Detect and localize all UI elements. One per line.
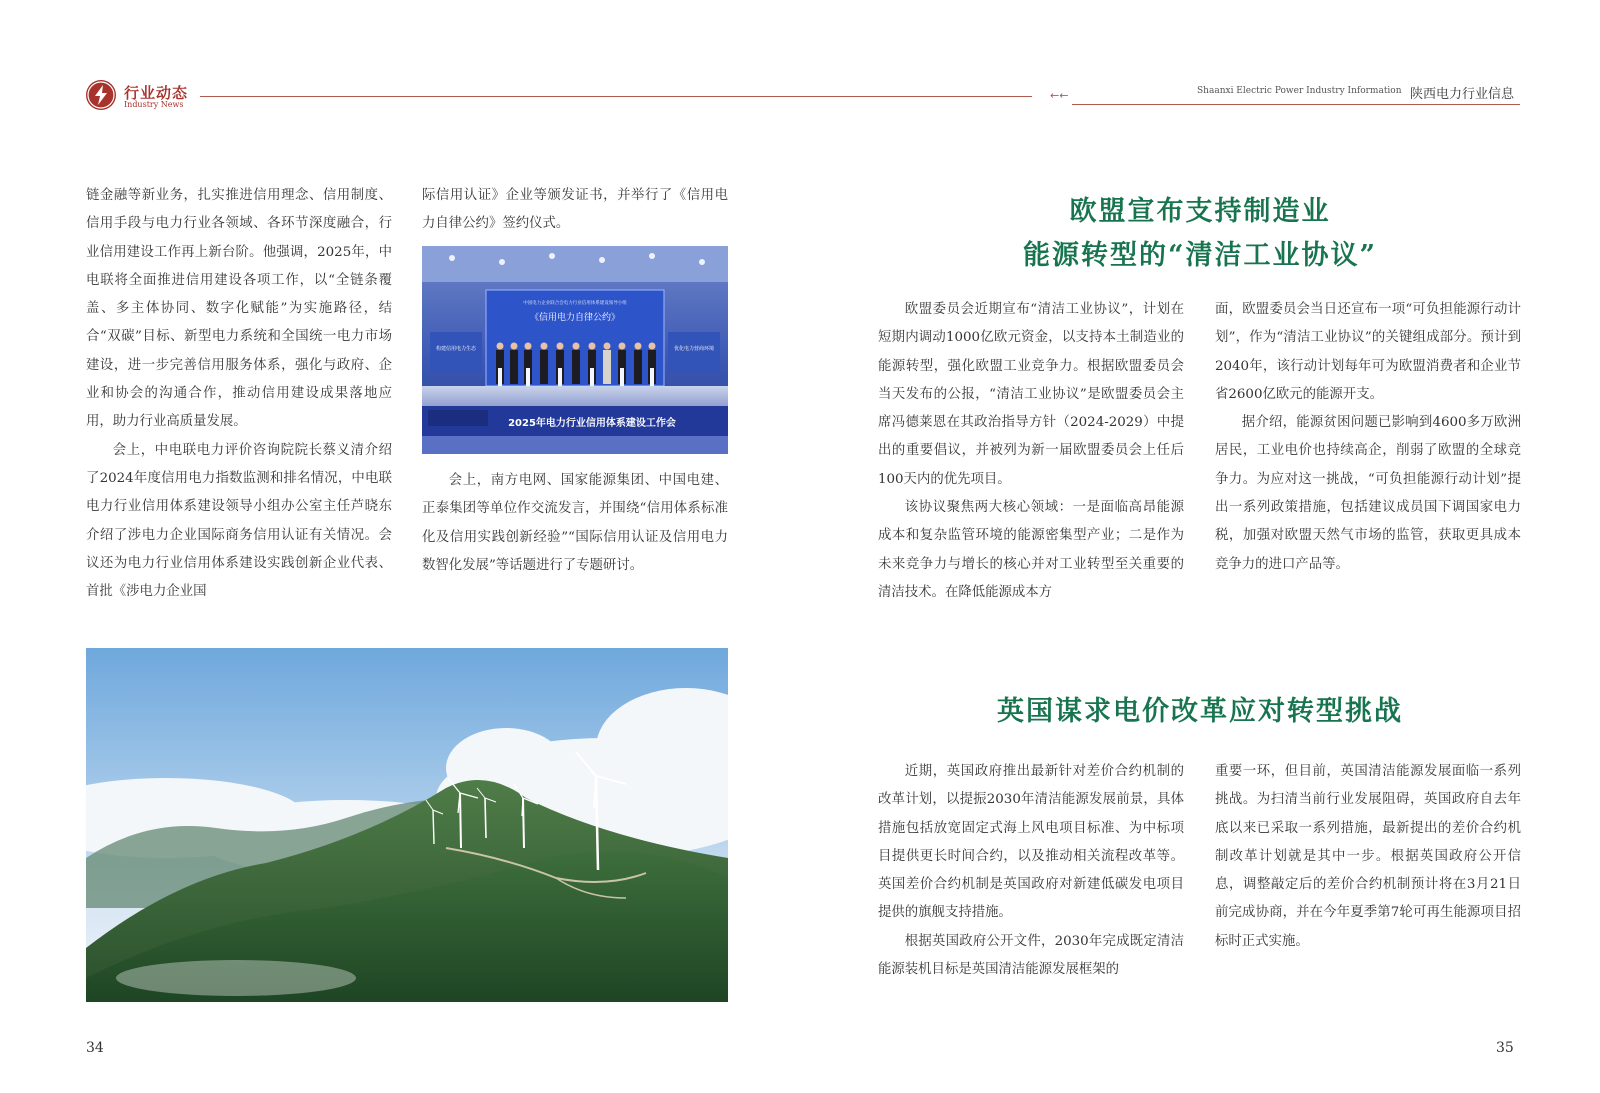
paragraph: 重要一环，但目前，英国清洁能源发展面临一系列挑战。为扫清当前行业发展阻碍，英国政府自去年底以来已采取一系列措施，最新提出的差价合约机制改革计划就是其中一步。根据英国政府公开信息，调整敲定后的差价合约机制预计将在3月21日前完成协商，并在今年夏季第7轮可再生能源项目招标时正式实施。 <box>1215 764 1521 949</box>
paragraph: 际信用认证》企业等颁发证书，并举行了《信用电力自律公约》签约仪式。 <box>422 188 728 232</box>
logo-icon <box>86 80 116 110</box>
paragraph: 根据英国政府公开文件，2030年完成既定清洁能源装机目标是英国清洁能源发展框架的 <box>878 933 1184 978</box>
paragraph: 该协议聚焦两大核心领域：一是面临高昂能源成本和复杂监管环境的能源密集型产业；二是作为未来竞争力与增长的核心并对工业转型至关重要的清洁技术。在降低能源成本方 <box>878 500 1184 600</box>
paragraph: 链金融等新业务，扎实推进信用理念、信用制度、信用手段与电力行业各领域、各环节深度融合，行业信用建设工作再上新台阶。他强调，2025年，中电联将全面推进信用建设各项工作，以“全链条覆盖、多主体协同、数字化赋能”为实施路径，结合“双碳”目标、新型电力系统和全国统一电力市场建设，进一步完善信用服务体系，强化与政府、企业和协会的沟通合作，推动信用建设成果落地应用，助力行业高质量发展。 <box>86 188 392 430</box>
side-screen-right-text: 优化电力营商环境 <box>673 346 715 352</box>
paragraph: 欧盟委员会近期宣布“清洁工业协议”，计划在短期内调动1000亿欧元资金，以支持本土制造业的能源转型，强化欧盟工业竞争力。根据欧盟委员会当天发布的公报，“清洁工业协议”是欧盟委员会主席冯德莱恩在其政治指导方针（2024-2029）中提出的重要倡议，并被列为新一届欧盟委员会上任后100天内的优先项目。 <box>878 302 1184 487</box>
article1-title-line1: 欧盟宣布支持制造业 <box>1069 196 1331 227</box>
article2-column-right <box>1215 758 1521 956</box>
section-subtitle: Industry News <box>124 100 184 109</box>
article1-column-right <box>1215 296 1521 579</box>
page-number-right: 35 <box>1496 1040 1514 1056</box>
paragraph: 会上，南方电网、国家能源集团、中国电建、正泰集团等单位作交流发言，并围绕“信用体系标准化及信用实践创新经验”“国际信用认证及信用电力数智化发展”等话题进行了专题研讨。 <box>422 473 728 573</box>
header-divider-right <box>1072 104 1520 105</box>
banner-text: 2025年电力行业信用体系建设工作会 <box>508 418 676 429</box>
page-number-left: 34 <box>86 1040 104 1056</box>
magazine-name-en: Shaanxi Electric Power Industry Information <box>1197 86 1402 96</box>
conference-photo <box>422 246 728 454</box>
magazine-name-cn: 陕西电力行业信息 <box>1410 87 1515 102</box>
side-screen-left-text: 构建信用电力生态 <box>435 346 477 352</box>
paragraph: 会上，中电联电力评价咨询院院长蔡义清介绍了2024年度信用电力指数监测和排名情况，中电联电力行业信用体系建设领导小组办公室主任芦晓东介绍了涉电力企业国际商务信用认证有关情况。会议还为电力行业信用体系建设实践创新企业代表、首批《涉电力企业国 <box>86 442 392 600</box>
left-column-2-top <box>422 182 728 239</box>
header-arrows: ←← <box>1050 89 1069 102</box>
paragraph: 据介绍，能源贫困问题已影响到4600多万欧洲居民，工业电价也持续高企，削弱了欧盟的全球竞争力。为应对这一挑战，“可负担能源行动计划”提出一系列政策措施，包括建议成员国下调国家电力税，加强对欧盟天然气市场的监管，获取更具成本竞争力的进口产品等。 <box>1215 415 1521 572</box>
paragraph: 近期，英国政府推出最新针对差价合约机制的改革计划，以提振2030年清洁能源发展前景，具体措施包括放宽固定式海上风电项目标准、为中标项目提供更长时间合约，以及推动相关流程改革等。英国差价合约机制是英国政府对新建低碳发电项目提供的旗舰支持措施。 <box>878 764 1184 921</box>
header-divider-left <box>200 96 1032 97</box>
article1-title <box>900 190 1500 278</box>
screen-title-text: 《信用电力自律公约》 <box>529 313 621 323</box>
section-title: 行业动态 <box>124 84 189 102</box>
left-column-2-bottom <box>422 467 728 580</box>
article1-title-line2: 能源转型的“清洁工业协议” <box>1022 240 1378 271</box>
wind-farm-photo <box>86 648 728 1002</box>
article2-title: 英国谋求电价改革应对转型挑战 <box>997 696 1403 727</box>
screen-top-text: 中国电力企业联合会电力行业信用体系建设领导小组 <box>523 301 627 306</box>
paragraph: 面，欧盟委员会当日还宣布一项“可负担能源行动计划”，作为“清洁工业协议”的关键组成部分。预计到2040年，该行动计划每年可为欧盟消费者和企业节省2600亿欧元的能源开支。 <box>1215 302 1521 402</box>
article2-column-left <box>878 758 1184 984</box>
article1-column-left <box>878 296 1184 607</box>
left-column-1 <box>86 182 392 606</box>
